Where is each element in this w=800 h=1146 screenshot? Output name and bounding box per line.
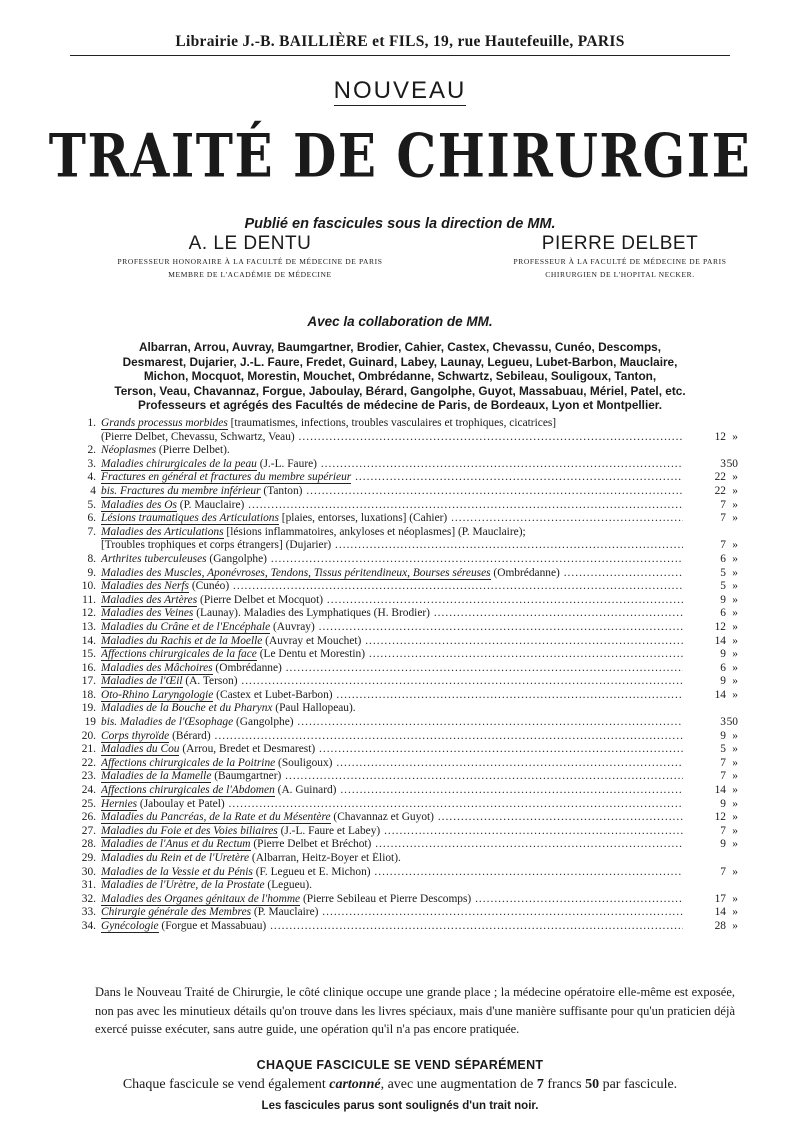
fascicule-authors: (Forgue et Massabuau) xyxy=(158,919,267,932)
price-cents: » xyxy=(732,729,738,742)
fascicule-authors: (Jaboulay et Patel) xyxy=(137,797,225,810)
director-left xyxy=(70,233,430,281)
fascicule-row xyxy=(70,485,738,499)
fascicule-number: 30. xyxy=(81,865,96,878)
fascicule-number: 25. xyxy=(81,797,96,810)
fascicule-number: 22. xyxy=(81,756,96,769)
fascicule-number: 33. xyxy=(81,906,96,919)
fascicule-authors: (Baumgartner) xyxy=(211,770,282,783)
fascicule-title: Lésions traumatiques des Articulations xyxy=(101,512,279,525)
header-rule xyxy=(70,55,730,56)
fascicule-row xyxy=(70,512,738,526)
fascicule-number: 4 xyxy=(90,484,96,497)
fascicule-number: 1. xyxy=(87,417,96,429)
price-cents: » xyxy=(732,688,738,701)
nouveau-label: NOUVEAU xyxy=(333,77,467,104)
fascicule-number: 10. xyxy=(81,580,96,593)
price-cents: » xyxy=(732,607,738,620)
price-cents: » xyxy=(732,620,738,633)
fascicule-row xyxy=(70,431,738,445)
fascicule-authors: (Auvray et Mouchet) xyxy=(262,634,362,647)
price-francs: 5 xyxy=(720,580,726,593)
price-cents: » xyxy=(732,634,738,647)
fascicule-authors: (P. Mauclaire) xyxy=(176,498,245,511)
publisher-header: Librairie J.-B. BAILLIÈRE et FILS, 19, rue Hautefeuille, PARIS xyxy=(175,33,625,50)
fascicule-row xyxy=(70,920,738,934)
fascicule-number: 9. xyxy=(87,566,96,579)
fascicule-title: Maladies du Pancréas, de la Rate et du Mésentère xyxy=(101,811,331,824)
fascicule-row xyxy=(70,458,738,472)
fascicule-authors: (Le Dentu et Morestin) xyxy=(256,648,366,661)
price-francs: 14 xyxy=(714,784,726,797)
fascicule-row xyxy=(70,879,738,893)
fascicule-row xyxy=(70,417,738,431)
director-title: PROFESSEUR À LA FACULTÉ DE MÉDECINE DE PARIS xyxy=(513,257,727,266)
collab-heading: Avec la collaboration de MM. xyxy=(307,314,493,329)
price-francs: 12 xyxy=(714,811,726,824)
fascicule-authors: (Launay). Maladies des Lymphatiques (H. Brodier) xyxy=(193,607,430,620)
fascicule-number: 23. xyxy=(81,770,96,783)
fascicule-number: 15. xyxy=(81,648,96,661)
price-francs: 28 xyxy=(714,919,726,932)
fascicule-title: bis. Maladies de l'Œsophage xyxy=(101,716,234,729)
director-title: CHIRURGIEN DE L'HOPITAL NECKER. xyxy=(545,270,695,279)
fascicule-authors: (Pierre Delbet, Chevassu, Schwartz, Veau) xyxy=(101,430,295,443)
fascicule-title: Maladies des Muscles, Aponévroses, Tendons, Tissus péritendineux, Bourses séreuses xyxy=(101,566,491,579)
fascicule-title: Chirurgie générale des Membres xyxy=(101,906,252,919)
fascicule-authors: (Auvray) xyxy=(270,620,315,633)
fascicule-authors: (Pierre Sebileau et Pierre Descomps) xyxy=(300,892,472,905)
price-francs: 6 xyxy=(720,607,726,620)
fascicule-title: Maladies de la Vessie et du Pénis xyxy=(101,865,253,878)
fascicule-number: 18. xyxy=(81,688,96,701)
fascicule-row xyxy=(70,906,738,920)
price-francs: 5 xyxy=(720,566,726,579)
fascicule-title: Maladies du Rein et de l'Uretère xyxy=(101,852,250,864)
fascicule-authors: (Bérard) xyxy=(169,729,211,742)
fascicule-row xyxy=(70,743,738,757)
fascicule-authors: (A. Terson) xyxy=(182,675,238,688)
price-cents: » xyxy=(732,865,738,878)
fascicule-row xyxy=(70,594,738,608)
fascicule-row xyxy=(70,838,738,852)
fascicule-row xyxy=(70,499,738,513)
page-title: TRAITÉ DE CHIRURGIE xyxy=(48,120,752,191)
fascicule-number: 4. xyxy=(87,471,96,484)
fascicule-title: Maladies des Articulations xyxy=(101,525,224,538)
fascicule-row xyxy=(70,567,738,581)
price-cents: 50 xyxy=(726,716,738,729)
fascicule-number: 6. xyxy=(87,512,96,525)
price-francs: 9 xyxy=(720,797,726,810)
sale-notice: CHAQUE FASCICULE SE VEND SÉPARÉMENT xyxy=(256,1058,544,1072)
price-francs: 7 xyxy=(720,756,726,769)
fascicule-number: 2. xyxy=(87,444,96,457)
fascicule-number: 3. xyxy=(87,457,96,470)
fascicule-title: Maladies des Nerfs xyxy=(101,580,189,593)
price-cents: » xyxy=(732,580,738,593)
price-francs: 7 xyxy=(720,770,726,783)
fascicule-row xyxy=(70,689,738,703)
price-francs: 12 xyxy=(714,620,726,633)
price-cents: » xyxy=(732,784,738,797)
fascicule-number: 27. xyxy=(81,824,96,837)
price-francs: 22 xyxy=(714,471,726,484)
fascicule-authors: (Albarran, Heitz-Boyer et Éliot). xyxy=(249,852,401,864)
price-cents: » xyxy=(732,797,738,810)
fascicule-authors: (A. Guinard) xyxy=(274,784,337,797)
price-cents: » xyxy=(732,906,738,919)
fascicule-title: Oto-Rhino Laryngologie xyxy=(101,688,214,701)
price-francs: 9 xyxy=(720,593,726,606)
fascicule-number: 34. xyxy=(81,919,96,932)
price-francs: 12 xyxy=(714,430,726,443)
fascicule-number: 8. xyxy=(87,552,96,565)
fascicule-row xyxy=(70,539,738,553)
director-name: A. LE DENTU xyxy=(188,233,312,254)
fascicule-title: Maladies de l'Anus et du Rectum xyxy=(101,838,251,851)
fascicule-title: Maladies des Os xyxy=(101,498,177,511)
price-francs: 6 xyxy=(720,661,726,674)
fascicule-number: 24. xyxy=(81,784,96,797)
description-paragraph: Dans le Nouveau Traité de Chirurgie, le côté clinique occupe une grande place ; la médecine opératoire elle-même est exposée, non pas avec les minutieux détails qu'on trouve dans les livres spéciaux, mais d'une manière suffisante pour qu'un praticien déjà exercé puisse exécuter, sans autre guide, une opération qu'il n'a pas encore pratiquée. xyxy=(95,985,735,1037)
fascicule-number: 13. xyxy=(81,620,96,633)
price-cents: » xyxy=(732,756,738,769)
price-francs: 3 xyxy=(720,716,726,729)
price-francs: 14 xyxy=(714,906,726,919)
collaborators-list: Albarran, Arrou, Auvray, Baumgartner, Brodier, Cahier, Castex, Chevassu, Cunéo, Descomps, Desmarest, Dujarier, J.-L. Faure, Fredet, Guinard, Labey, Launay, Legueu, Lubet-Barbon, Mauclaire, Michon, Mocquot, Morestin, Mouchet, Ombrédanne, Schwartz, Sebileau, Souligoux, Tanton, Terson, Veau, Chavannaz, Forgue, Jaboulay, Bérard, Gangolphe, Guyot, Massabuau, Mériel, Patel, etc. Professeurs et agrégés des Facultés de médecine de Paris, de Bordeaux, Lyon et Montpellier. xyxy=(114,340,686,413)
fascicule-title: bis. Fractures du membre inférieur xyxy=(101,484,261,497)
fascicule-title: Maladies du Crâne et de l'Encéphale xyxy=(101,620,271,633)
fascicule-number: 7. xyxy=(87,525,96,538)
price-francs: 9 xyxy=(720,675,726,688)
price-cents: » xyxy=(732,498,738,511)
price-cents: » xyxy=(732,675,738,688)
price-cents: » xyxy=(732,770,738,783)
fascicule-authors: (Chavannaz et Guyot) xyxy=(330,811,434,824)
price-francs: 14 xyxy=(714,634,726,647)
price-francs: 22 xyxy=(714,484,726,497)
fascicule-title: Maladies du Rachis et de la Moelle xyxy=(101,634,263,647)
fascicule-title: Affections chirurgicales de la Poitrine xyxy=(101,756,276,769)
fascicule-authors: (Paul Hallopeau). xyxy=(272,702,356,715)
director-title: PROFESSEUR HONORAIRE À LA FACULTÉ DE MÉDECINE DE PARIS xyxy=(117,257,383,266)
fascicule-title: Maladies des Organes génitaux de l'homme xyxy=(101,892,301,905)
fascicule-title: Maladies de l'Œil xyxy=(101,675,183,688)
cartonne-notice: Chaque fascicule se vend également cartonné, avec une augmentation de 7 francs 50 par fascicule. xyxy=(122,1077,678,1092)
fascicule-number: 20. xyxy=(81,729,96,742)
fascicule-authors: (Souligoux) xyxy=(275,756,333,769)
fascicule-row xyxy=(70,798,738,812)
price-francs: 7 xyxy=(720,512,726,525)
subtitle: Publié en fascicules sous la direction de MM. xyxy=(244,216,556,232)
price-cents: » xyxy=(732,919,738,932)
price-cents: » xyxy=(732,648,738,661)
fascicule-row xyxy=(70,635,738,649)
fascicule-row xyxy=(70,730,738,744)
director-right xyxy=(440,233,800,281)
price-cents: » xyxy=(732,892,738,905)
director-name: PIERRE DELBET xyxy=(541,233,699,254)
fascicule-row xyxy=(70,621,738,635)
fascicule-row xyxy=(70,607,738,621)
fascicule-title: Maladies chirurgicales de la peau xyxy=(101,457,257,470)
fascicule-authors: (Legueu). xyxy=(264,879,312,892)
underline-notice: Les fascicules parus sont soulignés d'un trait noir. xyxy=(261,1100,539,1112)
fascicule-row xyxy=(70,770,738,784)
price-francs: 9 xyxy=(720,648,726,661)
fascicule-authors: (Gangolphe) xyxy=(206,552,267,565)
fascicule-authors: (Pierre Delbet). xyxy=(156,444,230,457)
fascicule-row xyxy=(70,852,738,866)
fascicule-title: Affections chirurgicales de la face xyxy=(101,648,257,661)
fascicule-title: Fractures en général et fractures du membre supérieur xyxy=(101,471,352,484)
fascicule-number: 19 xyxy=(84,716,96,729)
fascicule-authors: (J.-L. Faure) xyxy=(256,457,317,470)
fascicule-authors: (Pierre Delbet et Bréchot) xyxy=(250,838,372,851)
price-cents: » xyxy=(732,824,738,837)
fascicule-row xyxy=(70,702,738,716)
fascicule-number: 5. xyxy=(87,498,96,511)
fascicule-title: Grands processus morbides xyxy=(101,417,228,429)
price-cents: » xyxy=(732,471,738,484)
price-cents: » xyxy=(732,661,738,674)
fascicule-number: 32. xyxy=(81,892,96,905)
fascicule-title: Maladies du Foie et des Voies biliaires xyxy=(101,824,278,837)
fascicule-authors: (Ombrédanne) xyxy=(212,661,282,674)
fascicule-title: Gynécologie xyxy=(101,919,159,932)
fascicule-number: 28. xyxy=(81,838,96,851)
price-francs: 7 xyxy=(720,539,726,552)
fascicule-authors: (P. Mauclaire) xyxy=(251,906,319,919)
fascicule-title: Maladies de l'Urètre, de la Prostate xyxy=(101,879,265,892)
fascicule-row xyxy=(70,648,738,662)
fascicule-authors: [Troubles trophiques et corps étrangers] (Dujarier) xyxy=(101,539,332,552)
price-cents: » xyxy=(732,430,738,443)
fascicule-row xyxy=(70,444,738,458)
price-cents: » xyxy=(732,593,738,606)
fascicule-number: 11. xyxy=(82,593,96,606)
fascicule-title: Néoplasmes xyxy=(101,444,157,457)
fascicule-row xyxy=(70,866,738,880)
fascicule-number: 12. xyxy=(81,607,96,620)
fascicule-title: Maladies des Mâchoires xyxy=(101,661,213,674)
fascicule-authors: (Gangolphe) xyxy=(233,716,294,729)
price-francs: 3 xyxy=(720,457,726,470)
fascicule-row xyxy=(70,580,738,594)
fascicule-row xyxy=(70,662,738,676)
fascicule-authors: (Castex et Lubet-Barbon) xyxy=(213,688,333,701)
fascicule-authors: (Tanton) xyxy=(260,484,303,497)
fascicule-title: Hernies xyxy=(101,797,138,810)
fascicule-row xyxy=(70,893,738,907)
fascicule-authors: [traumatismes, infections, troubles vasculaires et trophiques, cicatrices] xyxy=(227,417,557,429)
price-francs: 9 xyxy=(720,729,726,742)
price-cents: » xyxy=(732,539,738,552)
fascicule-title: Corps thyroïde xyxy=(101,729,170,742)
price-cents: 50 xyxy=(726,457,738,470)
price-cents: » xyxy=(732,512,738,525)
price-francs: 9 xyxy=(720,838,726,851)
fascicule-number: 21. xyxy=(81,743,96,756)
price-cents: » xyxy=(732,566,738,579)
price-cents: » xyxy=(732,838,738,851)
fascicules-list xyxy=(70,417,738,934)
price-francs: 5 xyxy=(720,743,726,756)
fascicule-row xyxy=(70,784,738,798)
fascicule-number: 19. xyxy=(81,702,96,715)
fascicule-authors: (Cunéo) xyxy=(188,580,230,593)
fascicule-row xyxy=(70,471,738,485)
fascicule-number: 17. xyxy=(81,675,96,688)
fascicule-number: 16. xyxy=(81,661,96,674)
fascicule-number: 29. xyxy=(81,852,96,864)
price-francs: 7 xyxy=(720,824,726,837)
price-francs: 7 xyxy=(720,865,726,878)
price-francs: 17 xyxy=(714,892,726,905)
fascicule-authors: (Pierre Delbet et Mocquot) xyxy=(197,593,324,606)
fascicule-row xyxy=(70,716,738,730)
fascicule-authors: (J.-L. Faure et Labey) xyxy=(277,824,381,837)
fascicule-title: Maladies de la Bouche et du Pharynx xyxy=(101,702,273,715)
fascicule-row xyxy=(70,675,738,689)
fascicule-title: Maladies du Cou xyxy=(101,743,180,756)
fascicule-number: 31. xyxy=(81,879,96,892)
fascicule-number: 26. xyxy=(81,811,96,824)
director-title: MEMBRE DE L'ACADÉMIE DE MÉDECINE xyxy=(168,270,332,279)
fascicule-authors: [plaies, entorses, luxations] (Cahier) xyxy=(278,512,448,525)
fascicule-row xyxy=(70,526,738,540)
fascicule-title: Maladies de la Mamelle xyxy=(101,770,212,783)
fascicule-authors: (Arrou, Bredet et Desmarest) xyxy=(179,743,316,756)
price-francs: 7 xyxy=(720,498,726,511)
fascicule-row xyxy=(70,825,738,839)
fascicule-title: Affections chirurgicales de l'Abdomen xyxy=(101,784,275,797)
price-cents: » xyxy=(732,743,738,756)
price-francs: 6 xyxy=(720,552,726,565)
fascicule-title: Maladies des Veines xyxy=(101,607,194,620)
fascicule-authors: (F. Legueu et E. Michon) xyxy=(252,865,371,878)
fascicule-title: Maladies des Artères xyxy=(101,593,198,606)
price-francs: 14 xyxy=(714,688,726,701)
fascicule-title: Arthrites tuberculeuses xyxy=(101,552,207,565)
fascicule-number: 14. xyxy=(81,634,96,647)
price-cents: » xyxy=(732,552,738,565)
fascicule-row xyxy=(70,553,738,567)
fascicule-row xyxy=(70,757,738,771)
price-cents: » xyxy=(732,811,738,824)
price-cents: » xyxy=(732,484,738,497)
fascicule-authors: [lésions inflammatoires, ankyloses et néoplasmes] (P. Mauclaire); xyxy=(223,525,526,538)
fascicule-authors: (Ombrédanne) xyxy=(490,566,560,579)
fascicule-row xyxy=(70,811,738,825)
